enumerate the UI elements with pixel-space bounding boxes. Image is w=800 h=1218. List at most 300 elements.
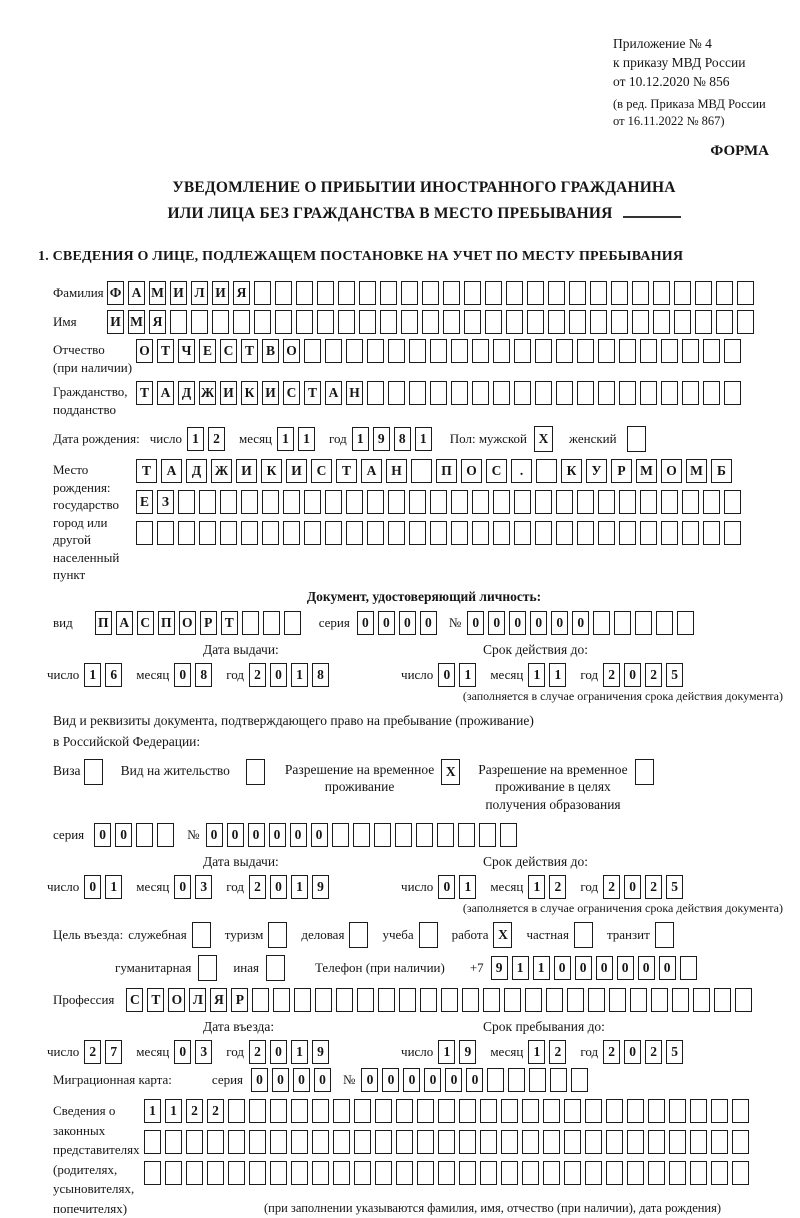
char-cell[interactable] [493,339,510,363]
char-cell[interactable] [627,1099,644,1123]
char-cell[interactable] [353,823,370,847]
char-cell[interactable] [333,1130,350,1154]
char-cell[interactable] [529,1068,546,1092]
char-cell[interactable]: 0 [509,611,526,635]
char-cell[interactable] [388,339,405,363]
char-cell[interactable]: 9 [373,427,390,451]
char-cell[interactable]: 0 [399,611,416,635]
char-cell[interactable]: 0 [293,1068,310,1092]
char-cell[interactable]: 0 [174,875,191,899]
char-cell[interactable] [212,310,229,334]
char-cell[interactable]: 0 [251,1068,268,1092]
char-cell[interactable]: О [168,988,185,1012]
id-doc-type-cells[interactable] [95,611,305,635]
char-cell[interactable]: 0 [174,1040,191,1064]
char-cell[interactable] [346,490,363,514]
char-cell[interactable] [420,988,437,1012]
char-cell[interactable] [262,490,279,514]
char-cell[interactable]: Т [136,381,153,405]
char-cell[interactable]: Д [178,381,195,405]
char-cell[interactable] [522,1161,539,1185]
char-cell[interactable]: 1 [415,427,432,451]
valid-year-cells[interactable] [603,663,687,687]
char-cell[interactable] [207,1130,224,1154]
char-cell[interactable] [84,759,103,785]
char-cell[interactable] [165,1161,182,1185]
char-cell[interactable] [349,922,368,948]
char-cell[interactable] [732,1130,749,1154]
char-cell[interactable] [417,1130,434,1154]
char-cell[interactable] [294,988,311,1012]
char-cell[interactable]: 0 [420,611,437,635]
residence-valid-month-cells[interactable] [528,875,570,899]
char-cell[interactable] [388,490,405,514]
char-cell[interactable] [178,490,195,514]
char-cell[interactable] [451,339,468,363]
char-cell[interactable] [380,281,397,305]
char-cell[interactable]: С [283,381,300,405]
char-cell[interactable] [304,521,321,545]
char-cell[interactable] [588,988,605,1012]
char-cell[interactable]: 0 [248,823,265,847]
char-cell[interactable]: 0 [624,875,641,899]
char-cell[interactable] [500,823,517,847]
char-cell[interactable]: 0 [357,611,374,635]
char-cell[interactable] [262,521,279,545]
birth-month-cells[interactable] [277,427,319,451]
char-cell[interactable] [577,490,594,514]
char-cell[interactable]: Т [304,381,321,405]
char-cell[interactable]: 1 [528,875,545,899]
char-cell[interactable] [233,310,250,334]
char-cell[interactable] [522,1099,539,1123]
char-cell[interactable] [543,1130,560,1154]
char-cell[interactable] [409,490,426,514]
char-cell[interactable] [359,281,376,305]
char-cell[interactable] [653,281,670,305]
representatives-row1-cells[interactable] [144,1099,753,1123]
char-cell[interactable]: 8 [394,427,411,451]
char-cell[interactable]: И [107,310,124,334]
char-cell[interactable]: 0 [624,1040,641,1064]
char-cell[interactable] [550,1068,567,1092]
stay-year-cells[interactable] [603,1040,687,1064]
char-cell[interactable]: 0 [596,956,613,980]
char-cell[interactable]: 0 [382,1068,399,1092]
phone-cells[interactable] [491,956,701,980]
char-cell[interactable]: 3 [195,875,212,899]
char-cell[interactable]: С [220,339,237,363]
char-cell[interactable] [525,988,542,1012]
char-cell[interactable]: 1 [459,875,476,899]
char-cell[interactable] [569,310,586,334]
char-cell[interactable]: 9 [312,875,329,899]
char-cell[interactable] [590,310,607,334]
char-cell[interactable] [268,922,287,948]
char-cell[interactable] [346,521,363,545]
char-cell[interactable] [459,1161,476,1185]
char-cell[interactable] [724,339,741,363]
char-cell[interactable] [317,310,334,334]
char-cell[interactable] [291,1099,308,1123]
char-cell[interactable] [192,922,211,948]
char-cell[interactable] [464,310,481,334]
char-cell[interactable] [711,1130,728,1154]
char-cell[interactable] [296,310,313,334]
char-cell[interactable]: Р [200,611,217,635]
char-cell[interactable] [493,521,510,545]
char-cell[interactable] [514,521,531,545]
char-cell[interactable] [577,339,594,363]
char-cell[interactable]: Л [189,988,206,1012]
purpose-commercial-checkbox[interactable] [349,922,372,948]
char-cell[interactable] [357,988,374,1012]
char-cell[interactable] [332,823,349,847]
char-cell[interactable] [571,1068,588,1092]
char-cell[interactable]: 1 [298,427,315,451]
char-cell[interactable] [493,381,510,405]
char-cell[interactable] [396,1099,413,1123]
char-cell[interactable] [263,611,280,635]
char-cell[interactable]: Н [346,381,363,405]
char-cell[interactable] [669,1161,686,1185]
char-cell[interactable] [703,381,720,405]
id-doc-series-cells[interactable] [357,611,441,635]
char-cell[interactable]: X [441,759,460,785]
char-cell[interactable] [228,1099,245,1123]
char-cell[interactable] [396,1161,413,1185]
char-cell[interactable]: 2 [603,875,620,899]
char-cell[interactable] [367,490,384,514]
char-cell[interactable] [451,521,468,545]
char-cell[interactable] [207,1161,224,1185]
char-cell[interactable]: 0 [554,956,571,980]
char-cell[interactable] [648,1161,665,1185]
char-cell[interactable] [304,339,321,363]
purpose-business-checkbox[interactable] [192,922,215,948]
char-cell[interactable]: 0 [227,823,244,847]
char-cell[interactable]: 2 [645,663,662,687]
char-cell[interactable]: 2 [549,875,566,899]
char-cell[interactable]: 1 [528,1040,545,1064]
char-cell[interactable] [462,988,479,1012]
char-cell[interactable] [574,922,593,948]
valid-day-cells[interactable] [438,663,480,687]
char-cell[interactable] [354,1099,371,1123]
char-cell[interactable] [416,823,433,847]
char-cell[interactable] [312,1161,329,1185]
char-cell[interactable]: 0 [270,1040,287,1064]
char-cell[interactable]: К [241,381,258,405]
char-cell[interactable]: 0 [314,1068,331,1092]
char-cell[interactable] [144,1161,161,1185]
char-cell[interactable] [619,521,636,545]
char-cell[interactable]: 0 [617,956,634,980]
char-cell[interactable]: Я [149,310,166,334]
char-cell[interactable]: 0 [115,823,132,847]
char-cell[interactable]: Б [711,459,732,483]
char-cell[interactable] [598,490,615,514]
entry-year-cells[interactable] [249,1040,333,1064]
char-cell[interactable]: 1 [165,1099,182,1123]
char-cell[interactable]: 5 [666,663,683,687]
char-cell[interactable] [564,1099,581,1123]
residence-series-cells[interactable] [94,823,178,847]
char-cell[interactable]: А [116,611,133,635]
char-cell[interactable]: Т [241,339,258,363]
temp-residence-checkbox[interactable] [441,759,464,785]
char-cell[interactable]: 2 [249,875,266,899]
char-cell[interactable] [338,310,355,334]
char-cell[interactable] [527,281,544,305]
char-cell[interactable] [585,1099,602,1123]
id-doc-number-cells[interactable] [467,611,698,635]
purpose-other-checkbox[interactable] [266,955,289,981]
char-cell[interactable] [399,988,416,1012]
char-cell[interactable]: Р [611,459,632,483]
char-cell[interactable] [283,490,300,514]
char-cell[interactable]: 2 [603,663,620,687]
char-cell[interactable] [472,521,489,545]
char-cell[interactable] [627,1161,644,1185]
char-cell[interactable]: Л [191,281,208,305]
char-cell[interactable] [703,521,720,545]
char-cell[interactable] [157,521,174,545]
char-cell[interactable] [677,611,694,635]
char-cell[interactable] [548,310,565,334]
char-cell[interactable] [317,281,334,305]
char-cell[interactable] [451,381,468,405]
char-cell[interactable] [430,490,447,514]
char-cell[interactable] [640,339,657,363]
char-cell[interactable] [593,611,610,635]
char-cell[interactable] [186,1161,203,1185]
char-cell[interactable] [479,823,496,847]
char-cell[interactable] [438,1161,455,1185]
char-cell[interactable]: И [212,281,229,305]
char-cell[interactable] [480,1099,497,1123]
char-cell[interactable] [178,521,195,545]
char-cell[interactable] [291,1161,308,1185]
char-cell[interactable]: 0 [269,823,286,847]
char-cell[interactable] [409,339,426,363]
char-cell[interactable]: 0 [638,956,655,980]
char-cell[interactable] [674,281,691,305]
char-cell[interactable]: Т [336,459,357,483]
representatives-row3-cells[interactable] [144,1161,753,1185]
char-cell[interactable]: 1 [105,875,122,899]
char-cell[interactable] [249,1099,266,1123]
char-cell[interactable] [653,310,670,334]
char-cell[interactable] [417,1161,434,1185]
char-cell[interactable] [632,281,649,305]
char-cell[interactable] [228,1130,245,1154]
char-cell[interactable] [388,521,405,545]
char-cell[interactable] [606,1099,623,1123]
char-cell[interactable]: 0 [270,663,287,687]
char-cell[interactable] [611,281,628,305]
char-cell[interactable] [338,281,355,305]
char-cell[interactable] [375,1161,392,1185]
char-cell[interactable] [648,1099,665,1123]
residence-number-cells[interactable] [206,823,521,847]
sex-male-checkbox[interactable] [534,426,557,452]
char-cell[interactable] [501,1130,518,1154]
char-cell[interactable] [304,490,321,514]
char-cell[interactable]: 6 [105,663,122,687]
char-cell[interactable] [598,339,615,363]
char-cell[interactable] [242,611,259,635]
valid-month-cells[interactable] [528,663,570,687]
char-cell[interactable]: Т [157,339,174,363]
char-cell[interactable]: 2 [207,1099,224,1123]
char-cell[interactable] [724,490,741,514]
char-cell[interactable] [569,281,586,305]
char-cell[interactable] [254,310,271,334]
char-cell[interactable] [472,490,489,514]
char-cell[interactable]: 0 [174,663,191,687]
char-cell[interactable] [635,759,654,785]
char-cell[interactable] [690,1099,707,1123]
char-cell[interactable]: Т [221,611,238,635]
char-cell[interactable]: С [137,611,154,635]
char-cell[interactable] [249,1161,266,1185]
char-cell[interactable]: 1 [291,875,308,899]
edu-residence-checkbox[interactable] [635,759,658,785]
char-cell[interactable] [508,1068,525,1092]
char-cell[interactable] [312,1099,329,1123]
char-cell[interactable]: 1 [277,427,294,451]
char-cell[interactable]: 0 [290,823,307,847]
char-cell[interactable] [695,281,712,305]
char-cell[interactable] [346,339,363,363]
char-cell[interactable] [199,521,216,545]
char-cell[interactable] [682,521,699,545]
char-cell[interactable] [732,1099,749,1123]
char-cell[interactable] [296,281,313,305]
char-cell[interactable]: А [361,459,382,483]
char-cell[interactable] [556,339,573,363]
char-cell[interactable]: У [586,459,607,483]
char-cell[interactable]: 0 [272,1068,289,1092]
char-cell[interactable]: Ф [107,281,124,305]
char-cell[interactable]: 2 [645,875,662,899]
char-cell[interactable]: В [262,339,279,363]
residence-issue-day-cells[interactable] [84,875,126,899]
char-cell[interactable] [419,922,438,948]
char-cell[interactable] [672,988,689,1012]
issue-year-cells[interactable] [249,663,333,687]
char-cell[interactable] [485,281,502,305]
issue-day-cells[interactable] [84,663,126,687]
char-cell[interactable] [716,310,733,334]
char-cell[interactable]: М [149,281,166,305]
char-cell[interactable] [401,281,418,305]
char-cell[interactable] [367,381,384,405]
char-cell[interactable]: И [220,381,237,405]
char-cell[interactable] [522,1130,539,1154]
residence-issue-month-cells[interactable] [174,875,216,899]
char-cell[interactable] [374,823,391,847]
char-cell[interactable] [220,490,237,514]
char-cell[interactable] [472,381,489,405]
char-cell[interactable] [735,988,752,1012]
char-cell[interactable] [252,988,269,1012]
char-cell[interactable]: И [286,459,307,483]
char-cell[interactable] [458,823,475,847]
purpose-transit-checkbox[interactable] [655,922,678,948]
purpose-study-checkbox[interactable] [419,922,442,948]
purpose-private-checkbox[interactable] [574,922,597,948]
char-cell[interactable] [312,1130,329,1154]
char-cell[interactable]: 0 [466,1068,483,1092]
char-cell[interactable] [395,823,412,847]
char-cell[interactable] [535,381,552,405]
char-cell[interactable]: 7 [105,1040,122,1064]
char-cell[interactable] [535,490,552,514]
surname-cells[interactable] [107,281,758,305]
char-cell[interactable]: Д [186,459,207,483]
char-cell[interactable] [514,381,531,405]
char-cell[interactable] [564,1130,581,1154]
char-cell[interactable]: О [179,611,196,635]
char-cell[interactable]: М [686,459,707,483]
char-cell[interactable]: С [126,988,143,1012]
char-cell[interactable] [564,1161,581,1185]
sex-female-checkbox[interactable] [627,426,650,452]
char-cell[interactable] [430,339,447,363]
char-cell[interactable]: М [636,459,657,483]
char-cell[interactable] [443,281,460,305]
char-cell[interactable]: П [95,611,112,635]
char-cell[interactable] [609,988,626,1012]
char-cell[interactable]: 5 [666,875,683,899]
char-cell[interactable]: С [311,459,332,483]
char-cell[interactable]: О [661,459,682,483]
char-cell[interactable] [378,988,395,1012]
char-cell[interactable] [682,490,699,514]
char-cell[interactable] [680,956,697,980]
char-cell[interactable] [165,1130,182,1154]
char-cell[interactable]: 0 [206,823,223,847]
char-cell[interactable] [627,1130,644,1154]
char-cell[interactable] [388,381,405,405]
char-cell[interactable]: О [136,339,153,363]
char-cell[interactable] [228,1161,245,1185]
char-cell[interactable] [598,381,615,405]
char-cell[interactable] [186,1130,203,1154]
entry-day-cells[interactable] [84,1040,126,1064]
char-cell[interactable]: И [262,381,279,405]
char-cell[interactable] [514,490,531,514]
char-cell[interactable] [669,1130,686,1154]
char-cell[interactable] [598,521,615,545]
char-cell[interactable]: Ж [199,381,216,405]
char-cell[interactable] [724,521,741,545]
char-cell[interactable]: 2 [84,1040,101,1064]
char-cell[interactable] [136,521,153,545]
char-cell[interactable]: 2 [549,1040,566,1064]
char-cell[interactable]: 1 [291,663,308,687]
char-cell[interactable]: 9 [491,956,508,980]
purpose-humanitarian-checkbox[interactable] [198,955,221,981]
char-cell[interactable] [606,1130,623,1154]
char-cell[interactable]: Т [147,988,164,1012]
char-cell[interactable]: 1 [187,427,204,451]
stay-day-cells[interactable] [438,1040,480,1064]
char-cell[interactable]: 1 [438,1040,455,1064]
char-cell[interactable]: П [436,459,457,483]
